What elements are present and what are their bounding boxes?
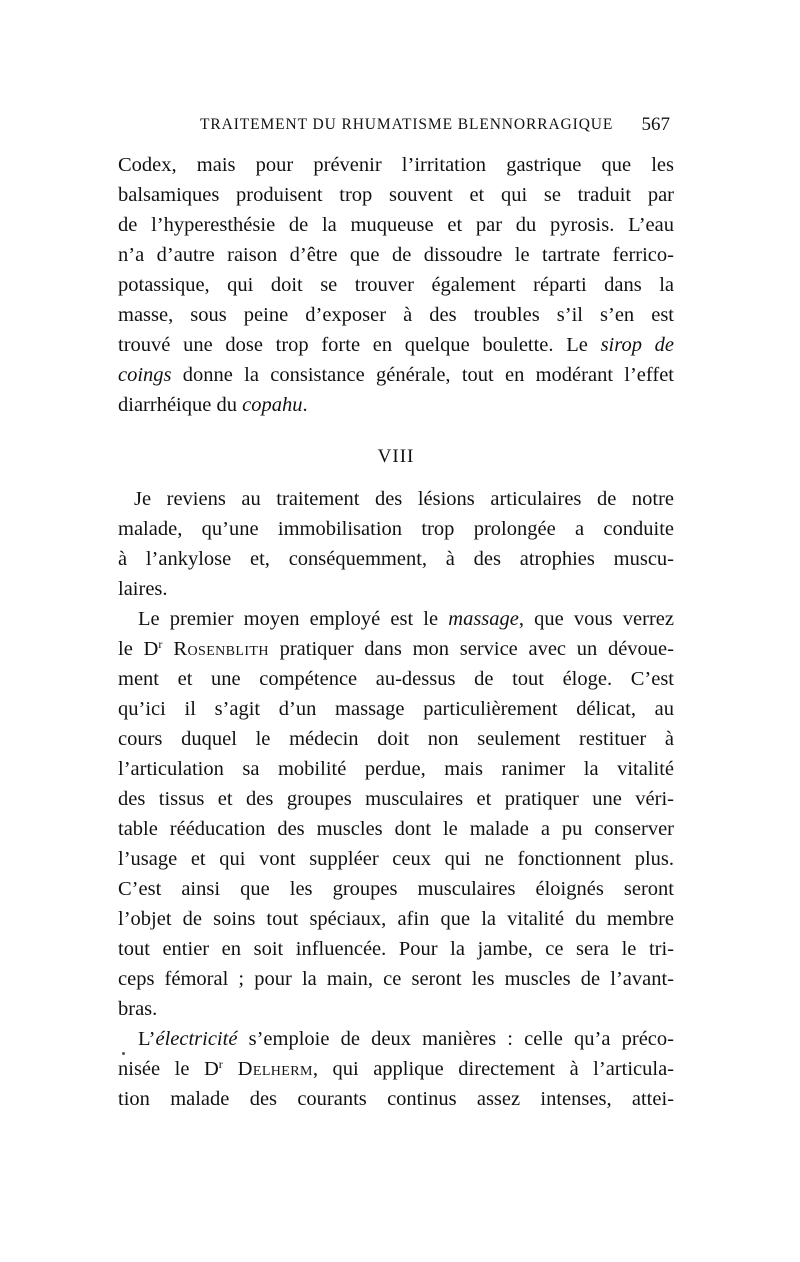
text-line: balsamiques produisent trop souvent et qui se traduit par [118,184,674,206]
text-line: l’articulation sa mobilité perdue, mais ranimer la vitalité [118,758,674,780]
text-run: . [302,394,308,416]
text-run: L’ [138,1028,156,1050]
text-line: masse, sous peine d’exposer à des troubles s’il s’en est [118,304,674,326]
superscript: r [218,1057,223,1071]
italic-term-sirop-de: sirop de [600,334,674,356]
ink-speck [122,1052,125,1055]
italic-term-electricite: électricité [155,1028,238,1050]
paragraph [118,604,674,1024]
text-line [118,1024,674,1054]
paragraph [118,1024,674,1114]
text-run: donne la consistance générale, tout en modérant l’effet [171,364,674,386]
page-number: 567 [641,114,670,135]
running-head [118,116,678,138]
text-line [118,360,674,390]
paragraph [118,484,674,604]
text-line: table rééducation des muscles dont le malade a pu conserver [118,818,674,840]
text-run: pratiquer dans mon service avec un dévoue- [268,638,674,660]
text-line: l’usage et qui vont suppléer ceux qui ne fonctionnent plus. [118,848,674,870]
text-line: Je reviens au traitement des lésions articulaires de notre [134,488,674,510]
text-line: bras. [118,998,158,1020]
text-line: C’est ainsi que les groupes musculaires éloignés seront [118,878,674,900]
italic-term-copahu: copahu [242,394,303,416]
paragraph-continuation [118,150,674,420]
text-line: l’objet de soins tout spéciaux, afin que la vitalité du membre [118,908,674,930]
text-run: s’emploie de deux manières : celle qu’a préco- [237,1028,674,1050]
text-line: à l’ankylose et, conséquemment, à des atrophies muscu- [118,548,674,570]
text-line: n’a d’autre raison d’être que de dissoudre le tartrate ferrico- [118,244,674,266]
text-line: tout entier en soit influencée. Pour la jambe, ce sera le tri- [118,938,674,960]
text-run: diarrhéique du [118,394,243,416]
body-text [118,150,674,1114]
section-number: VIII [377,446,415,467]
text-line: qu’ici il s’agit d’un massage particulièrement délicat, au [118,698,674,720]
text-line: ceps fémoral ; pour la main, ce seront les muscles de l’avant- [118,968,674,990]
text-line: de l’hyperesthésie de la muqueuse et par du pyrosis. L’eau [118,214,674,236]
superscript: r [158,637,163,651]
text-run: , que vous verrez [518,608,674,630]
text-line [118,1054,674,1084]
text-line: Codex, mais pour prévenir l’irritation gastrique que les [118,154,674,176]
text-line: des tissus et des groupes musculaires et pratiquer une véri- [118,788,674,810]
text-run: Le premier moyen employé est le [138,608,449,630]
text-line: cours duquel le médecin doit non seulement restituer à [118,728,674,750]
text-line [118,634,674,664]
text-line [118,604,674,634]
italic-term-coings: coings [118,364,172,386]
text-run: nisée le D [118,1058,219,1080]
running-title: TRAITEMENT DU RHUMATISME BLENNORRAGIQUE [200,116,614,133]
text-line: potassique, qui doit se trouver également réparti dans la [118,274,674,296]
person-name-rosenblith: Rosenblith [162,638,269,660]
italic-term-massage: massage [448,608,519,630]
text-line [118,330,674,360]
text-line: malade, qu’une immobilisation trop prolongée a conduite [118,518,674,540]
text-line: ment et une compétence au-dessus de tout éloge. C’est [118,668,674,690]
text-line [118,390,674,420]
text-line: tion malade des courants continus assez intenses, attei- [118,1088,674,1110]
text-run: , qui applique directement à l’articula- [312,1058,674,1080]
text-line: laires. [118,578,168,600]
text-run: le D [118,638,159,660]
text-run: trouvé une dose trop forte en quelque boulette. Le [118,334,601,356]
person-name-delherm: Delherm [222,1058,313,1080]
